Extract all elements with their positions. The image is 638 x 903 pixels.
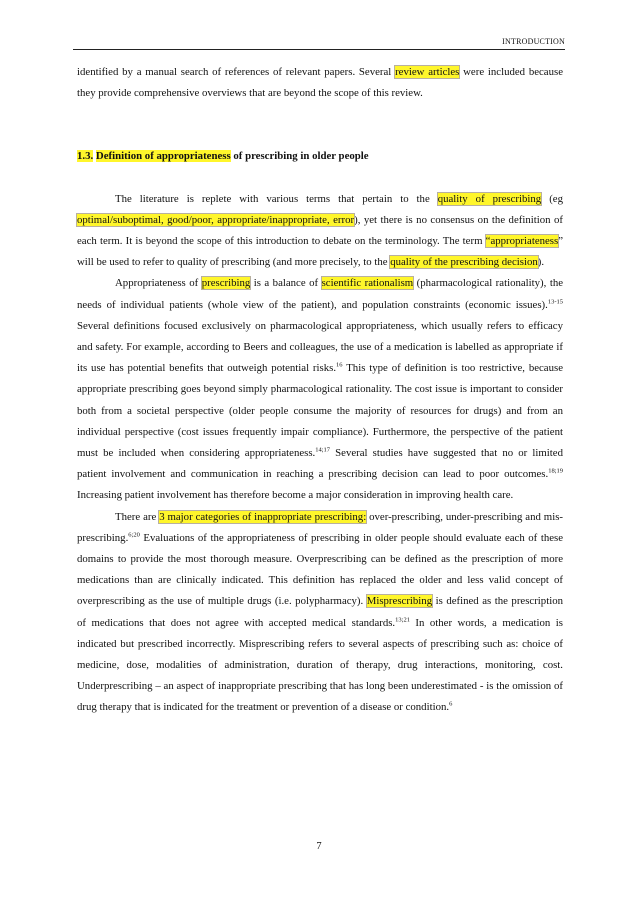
highlight: “appropriateness: [485, 235, 559, 248]
text-run: (pharmacological rationality), the needs of individual patients (whole view of the patient), and population constraints (economic issues).: [77, 277, 564, 311]
page-body: [77, 62, 563, 719]
citation: 14;17: [315, 446, 331, 454]
text-run: This type of definition is too restrictive, because appropriate prescribing goes beyond simply pharmacological rationality. The cost issue is important to consider both from a societal perspective (older people consume the majority of resources for drugs) and from an individual perspective (cost issues frequently impair compliance). Furthermore, the perspective of the patient must be included when considering appropriateness.: [77, 362, 563, 460]
intro-paragraph: [77, 62, 563, 104]
paragraph-1: [77, 189, 563, 274]
text-run: Several definitions focused exclusively on pharmacological appropriateness, which usually refers to efficacy and safety. For example, according to Beers and colleagues, the use of a medication is labelled as appropriate if its use has potential benefits that outweigh potential risks.: [77, 319, 563, 375]
header-rule: [73, 49, 565, 50]
highlight: prescribing: [201, 277, 251, 290]
citation: 16: [336, 361, 343, 369]
page-number: 7: [316, 841, 322, 852]
text-run: In other words, a medication is indicated but prescribed incorrectly. Misprescribing refers to several aspects of prescribing such as: choice of medicine, dose, modalities of administration, duration of therapy, drug interactions, monitoring, cost. Underprescribing – an aspect of inappropriate prescribing that has long been underestimated - is the omission of drug therapy that is indicated for the treatment or prevention of a disease or condition.: [77, 616, 563, 714]
highlight: review articles: [395, 66, 460, 78]
highlight: Misprescribing: [366, 595, 433, 608]
running-header: INTRODUCTION: [502, 37, 565, 46]
text-run: Evaluations of the appropriateness of prescribing in older people should evaluate each of these domains to provide the most thorough measure. Overprescribing can be defined as the prescription of more medications than are clinically indicated. This definition has replaced the older and less valid concept of overprescribing as the use of multiple drugs (i.e. polypharmacy).: [77, 531, 563, 608]
text-run: The literature is replete with various terms that pertain to the: [115, 192, 438, 205]
paragraph-3: [77, 507, 563, 719]
text-run: is defined as the prescription of medications that does not agree with accepted medical standards.: [77, 595, 563, 629]
text-run: (eg: [541, 192, 563, 205]
text-run: There are: [115, 510, 160, 523]
section-title-rest: of prescribing in older people: [230, 150, 369, 163]
text-run: identified by a manual search of references of relevant papers. Several: [77, 66, 396, 78]
citation: 13;21: [395, 616, 410, 624]
text-run: Several studies have suggested that no or limited patient involvement and communication in reaching a prescribing decision can lead to poor outcomes.: [77, 447, 563, 481]
text-run: ” will be used to refer to quality of prescribing (and more precisely, to the: [77, 235, 563, 269]
section-title-highlight: Definition of appropriateness: [95, 150, 231, 163]
text-run: ).: [537, 256, 545, 269]
paragraph-2: [77, 273, 563, 506]
text-run: ), yet there is no consensus on the definition of each term. It is beyond the scope of this introduction to debate on the terminology. The term: [77, 213, 563, 248]
highlight: scientific rationalism: [321, 277, 414, 290]
highlight: 3 major categories of inappropriate prescribing:: [159, 510, 367, 523]
text-run: were included because they provide comprehensive overviews that are beyond the scope of this review.: [77, 66, 563, 100]
text-run: Appropriateness of: [115, 277, 202, 290]
highlight: quality of prescribing: [437, 192, 542, 205]
text-run: over-prescribing, under-prescribing and mis-prescribing.: [77, 510, 563, 544]
citation: 6;20: [128, 531, 140, 539]
citation: 6: [449, 700, 453, 708]
highlight: quality of the prescribing decision: [390, 256, 538, 269]
citation: 13-15: [547, 298, 563, 306]
section-number: 1.3.: [77, 150, 94, 163]
text-run: is a balance of: [250, 277, 322, 290]
highlight: optimal/suboptimal, good/poor, appropriate/inappropriate, error: [77, 213, 355, 226]
section-heading: [77, 146, 563, 167]
citation: 18;19: [548, 467, 563, 475]
text-run: Increasing patient involvement has therefore become a major consideration in improving health care.: [77, 489, 514, 502]
